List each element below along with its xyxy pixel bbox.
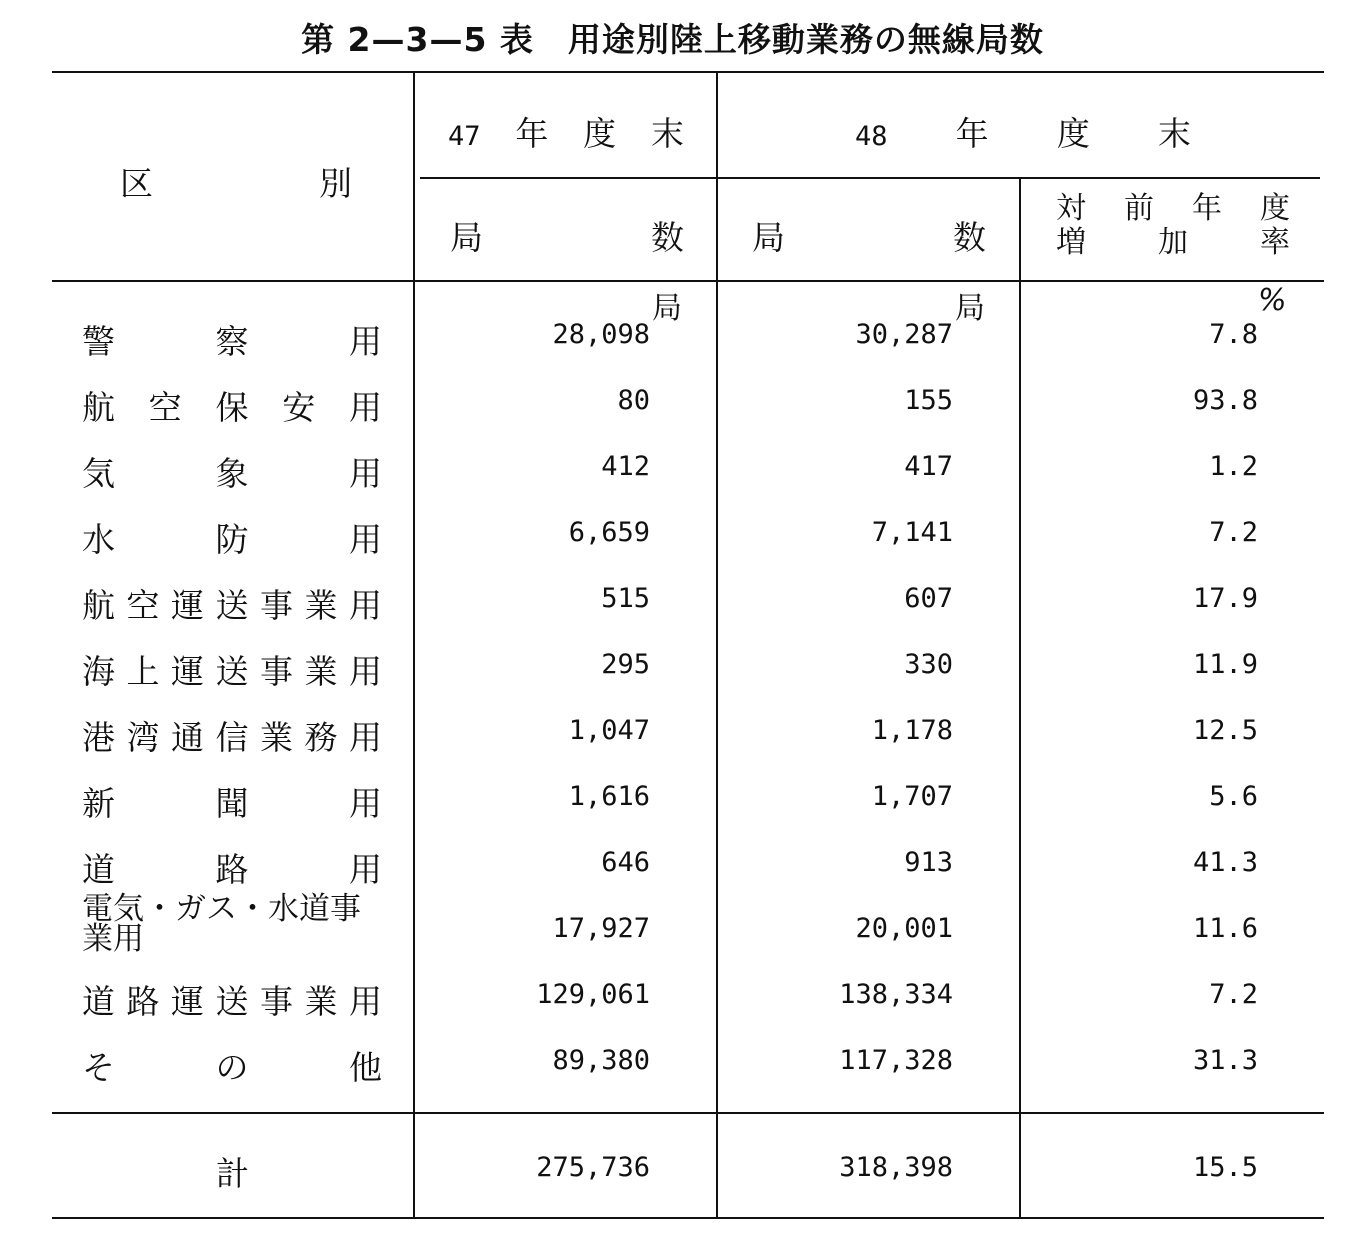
row-label-char: 察 <box>215 322 249 361</box>
row-value-fy47: 17,927 <box>552 913 650 944</box>
row-label <box>82 646 382 693</box>
row-label-char: 送 <box>215 652 249 691</box>
row-label <box>82 514 382 561</box>
row-value-fy48: 7,141 <box>871 517 953 548</box>
table-title: 第 2—3—5 表 用途別陸上移動業務の無線局数 <box>301 20 1044 59</box>
row-value-growth: 31.3 <box>1192 1045 1258 1076</box>
total-fy48: 318,398 <box>839 1152 953 1183</box>
row-label <box>82 976 382 1023</box>
row-label-char: 送 <box>215 982 249 1021</box>
row-label-char: 路 <box>126 982 160 1021</box>
row-label-char: 送 <box>215 586 249 625</box>
subheader-rule <box>420 177 1320 179</box>
row-value-growth: 1.2 <box>1209 451 1258 482</box>
row-label-char: 道 <box>82 982 115 1021</box>
row-value-fy48: 1,707 <box>871 781 953 812</box>
row-label-char: 他 <box>349 1048 382 1087</box>
row-label-char: 運 <box>171 586 204 625</box>
row-value-growth: 41.3 <box>1192 847 1258 878</box>
row-value-fy48: 330 <box>904 649 953 680</box>
row-label-line: 電気・ガス・水道事 <box>82 891 361 927</box>
unit-stations-48: 局 <box>955 291 985 326</box>
row-value-fy47: 295 <box>601 649 650 680</box>
row-label-char: 上 <box>126 652 160 691</box>
row-label-char: 事 <box>260 586 293 625</box>
row-value-growth: 7.2 <box>1209 517 1258 548</box>
header-growth-line1: 対 前 年 度 <box>1056 191 1290 226</box>
row-label <box>82 1042 382 1089</box>
row-label-char: 象 <box>215 454 249 493</box>
row-value-growth: 11.9 <box>1192 649 1258 680</box>
unit-stations-47: 局 <box>652 291 682 326</box>
header-growth-line2: 増 加 率 <box>1056 225 1290 260</box>
row-label-char: 用 <box>349 520 382 559</box>
header-stations-47: 局 数 <box>450 218 684 257</box>
row-label <box>82 712 382 759</box>
row-value-growth: 93.8 <box>1192 385 1258 416</box>
row-label-char: 事 <box>260 982 293 1021</box>
row-label <box>82 448 382 495</box>
row-value-fy48: 607 <box>904 583 953 614</box>
row-label-char: 港 <box>82 718 115 757</box>
row-value-fy47: 28,098 <box>552 319 650 350</box>
row-label-char: 事 <box>260 652 293 691</box>
header-category: 区 別 <box>120 164 352 203</box>
row-label-char: 業 <box>304 652 338 691</box>
row-value-fy48: 30,287 <box>855 319 953 350</box>
unit-growth: % <box>1258 283 1287 318</box>
row-label-char: 保 <box>215 388 249 427</box>
row-label-char: 用 <box>349 982 382 1021</box>
row-label-char: 業 <box>304 586 338 625</box>
row-label <box>82 580 382 627</box>
row-label-char: 用 <box>349 586 382 625</box>
row-value-growth: 7.2 <box>1209 979 1258 1010</box>
row-label-char: 航 <box>82 586 115 625</box>
row-label-char: 通 <box>171 718 204 757</box>
row-value-fy47: 80 <box>617 385 650 416</box>
row-label-char: 水 <box>82 520 115 559</box>
row-value-growth: 5.6 <box>1209 781 1258 812</box>
row-label-char: 用 <box>349 388 382 427</box>
header-stations-48: 局 数 <box>752 218 986 257</box>
row-label-char: 安 <box>282 388 316 427</box>
row-label-char: 用 <box>349 718 382 757</box>
row-value-fy48: 155 <box>904 385 953 416</box>
row-label-char: 新 <box>82 784 115 823</box>
total-top-rule <box>52 1112 1324 1114</box>
row-value-growth: 7.8 <box>1209 319 1258 350</box>
top-rule <box>52 71 1324 73</box>
col-divider-3 <box>1019 179 1021 1217</box>
row-label-char: 用 <box>349 652 382 691</box>
row-value-fy48: 20,001 <box>855 913 953 944</box>
row-label-char: 運 <box>171 652 204 691</box>
row-label-char: 用 <box>349 454 382 493</box>
row-label-char: 務 <box>304 718 338 757</box>
row-label <box>82 316 382 363</box>
row-label-char: 運 <box>171 982 204 1021</box>
header-fy47: 47 年 度 末 <box>448 114 684 153</box>
row-label-char: 業 <box>304 982 338 1021</box>
header-fy48: 48 年 度 末 <box>855 114 1191 153</box>
row-label-char: 防 <box>215 520 249 559</box>
row-value-fy48: 913 <box>904 847 953 878</box>
row-value-fy48: 417 <box>904 451 953 482</box>
row-value-fy48: 138,334 <box>839 979 953 1010</box>
row-label-char: 気 <box>82 454 115 493</box>
row-label-char: 航 <box>82 388 115 427</box>
row-label-char: 路 <box>215 850 249 889</box>
header-bottom-rule <box>52 280 1324 282</box>
row-value-fy47: 412 <box>601 451 650 482</box>
row-label-char: 用 <box>349 850 382 889</box>
total-growth: 15.5 <box>1192 1152 1258 1183</box>
bottom-rule <box>52 1217 1324 1219</box>
row-label-char: 湾 <box>126 718 160 757</box>
row-label-char: 業 <box>260 718 293 757</box>
row-label-line: 業用 <box>82 921 144 957</box>
row-label-char: 信 <box>215 718 249 757</box>
row-label <box>82 382 382 429</box>
row-label <box>82 778 382 825</box>
total-label: 計 <box>216 1154 249 1193</box>
row-label-char: の <box>215 1048 249 1087</box>
row-value-fy48: 1,178 <box>871 715 953 746</box>
col-divider-2 <box>716 73 718 1217</box>
col-divider-1 <box>413 73 415 1217</box>
row-label-char: 空 <box>126 586 160 625</box>
row-value-growth: 17.9 <box>1192 583 1258 614</box>
row-label-char: 警 <box>82 322 115 361</box>
row-label-char: 用 <box>349 322 382 361</box>
row-label-char: 用 <box>349 784 382 823</box>
row-label <box>82 844 382 891</box>
row-label-char: 空 <box>148 388 182 427</box>
row-value-fy47: 6,659 <box>568 517 650 548</box>
row-value-fy47: 515 <box>601 583 650 614</box>
row-value-fy47: 1,616 <box>568 781 650 812</box>
row-value-fy47: 646 <box>601 847 650 878</box>
row-value-fy47: 89,380 <box>552 1045 650 1076</box>
row-label-char: そ <box>82 1048 115 1087</box>
row-value-fy48: 117,328 <box>839 1045 953 1076</box>
row-label-char: 道 <box>82 850 115 889</box>
row-label-char: 聞 <box>215 784 249 823</box>
row-value-fy47: 129,061 <box>536 979 650 1010</box>
row-value-fy47: 1,047 <box>568 715 650 746</box>
row-value-growth: 12.5 <box>1192 715 1258 746</box>
total-fy47: 275,736 <box>536 1152 650 1183</box>
row-value-growth: 11.6 <box>1192 913 1258 944</box>
row-label-char: 海 <box>82 652 115 691</box>
